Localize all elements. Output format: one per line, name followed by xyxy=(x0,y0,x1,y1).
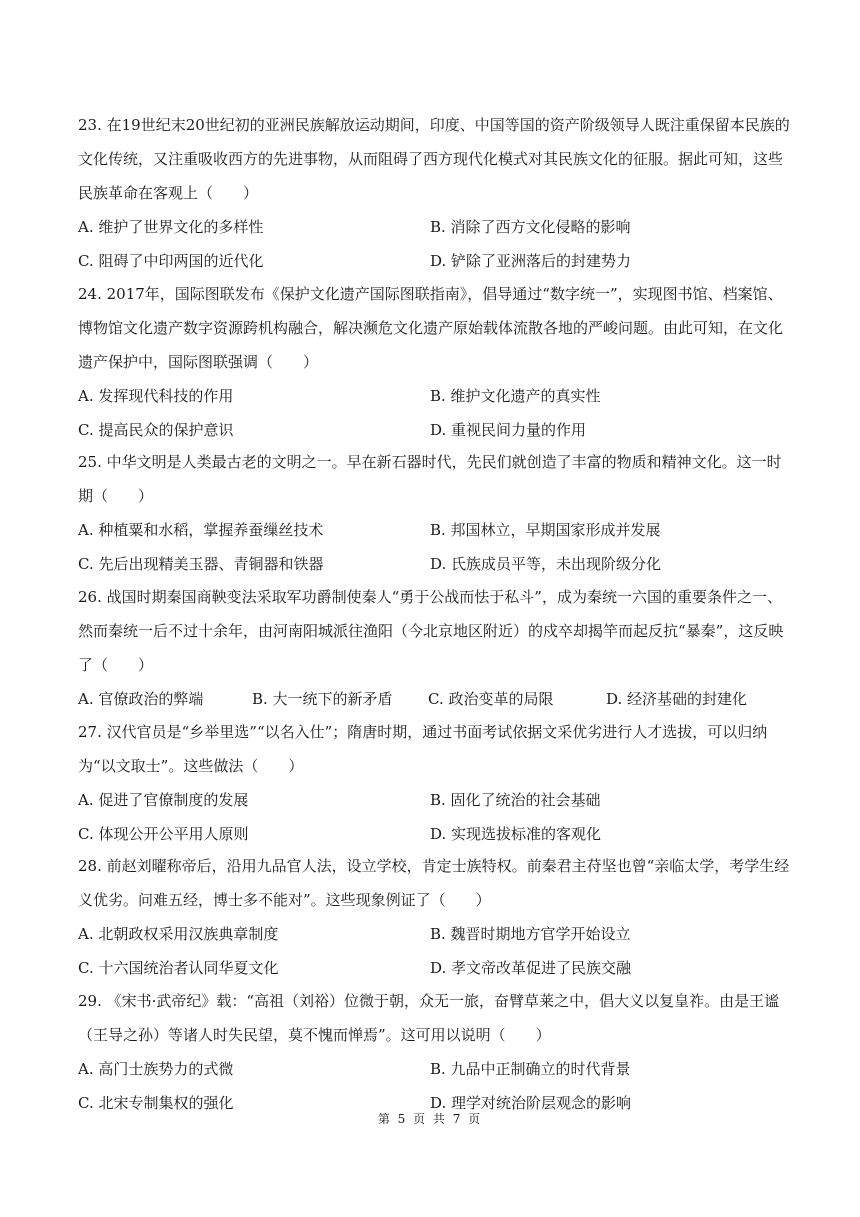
option-a[interactable]: A. 北朝政权采用汉族典章制度 xyxy=(78,925,279,943)
option-c[interactable]: C. 先后出现精美玉器、青铜器和铁器 xyxy=(78,555,324,573)
question-25 xyxy=(78,445,793,581)
question-stem: 24. 2017年，国际图联发布《保护文化遗产国际图联指南》，倡导通过“数字统一”，实现图书馆、档案馆、博物馆文化遗产数字资源跨机构融合，解决濒危文化遗产原始载体流散各地的严峻问题。由此可知，在文化遗产保护中，国际图联强调（ ） xyxy=(78,285,784,371)
option-b[interactable]: B. 固化了统治的社会基础 xyxy=(430,791,601,809)
question-23 xyxy=(78,108,793,278)
question-stem: 29. 《宋书·武帝纪》载：“高祖（刘裕）位微于朝，众无一旅，奋臂草莱之中，倡大义以复皇祚。由是王谧（王导之孙）等诸人时失民望，莫不愧而惮焉”。这可用以说明（ ） xyxy=(78,992,780,1044)
question-29 xyxy=(78,984,793,1120)
options-grid xyxy=(78,783,793,851)
question-stem: 28. 前赵刘曜称帝后，沿用九品官人法，设立学校，肯定士族特权。前秦君主苻坚也曾“亲临太学，考学生经义优劣。问难五经，博士多不能对”。这些现象例证了（ ） xyxy=(78,857,790,909)
option-d[interactable]: D. 重视民间力量的作用 xyxy=(430,421,587,439)
option-a[interactable]: A. 种植粟和水稻，掌握养蚕缫丝技术 xyxy=(78,521,324,539)
option-b[interactable]: B. 邦国林立，早期国家形成并发展 xyxy=(430,521,661,539)
option-b[interactable]: B. 消除了西方文化侵略的影响 xyxy=(430,218,631,236)
question-26 xyxy=(78,580,793,716)
question-stem: 27. 汉代官员是“乡举里选”“以名入仕”；隋唐时期，通过书面考试依据文采优劣进行人才选拔，可以归纳为“以文取士”。这些做法（ ） xyxy=(78,723,768,775)
option-a[interactable]: A. 维护了世界文化的多样性 xyxy=(78,218,264,236)
option-b[interactable]: B. 九品中正制确立的时代背景 xyxy=(430,1060,631,1078)
option-c[interactable]: C. 提高民众的保护意识 xyxy=(78,421,234,439)
options-grid xyxy=(78,513,793,581)
option-d[interactable]: D. 孝文帝改革促进了民族交融 xyxy=(430,959,632,977)
options-row xyxy=(78,682,793,716)
question-stem: 23. 在19世纪末20世纪初的亚洲民族解放运动期间，印度、中国等国的资产阶级领导人既注重保留本民族的文化传统，又注重吸收西方的先进事物，从而阻碍了西方现代化模式对其民族文化的征服。据此可知，这些民族革命在客观上（ ） xyxy=(78,116,790,202)
option-d[interactable]: D. 经济基础的封建化 xyxy=(606,690,748,708)
option-c[interactable]: C. 十六国统治者认同华夏文化 xyxy=(78,959,279,977)
page-footer: 第 5 页 共 7 页 xyxy=(377,1112,483,1126)
question-28 xyxy=(78,849,793,985)
option-b[interactable]: B. 魏晋时期地方官学开始设立 xyxy=(430,925,631,943)
option-c[interactable]: C. 北宋专制集权的强化 xyxy=(78,1094,234,1112)
question-stem: 25. 中华文明是人类最古老的文明之一。早在新石器时代，先民们就创造了丰富的物质和精神文化。这一时期（ ） xyxy=(78,453,782,505)
option-c[interactable]: C. 体现公开公平用人原则 xyxy=(78,825,249,843)
question-stem: 26. 战国时期秦国商鞅变法采取军功爵制使秦人“勇于公战而怯于私斗”，成为秦统一六国的重要条件之一、然而秦统一后不过十余年，由河南阳城派往渔阳（今北京地区附近）的戍卒却揭竿而起反抗“暴秦”，这反映了（ ） xyxy=(78,588,784,674)
question-24 xyxy=(78,277,793,447)
option-d[interactable]: D. 铲除了亚洲落后的封建势力 xyxy=(430,252,632,270)
option-d[interactable]: D. 氏族成员平等，未出现阶级分化 xyxy=(430,555,662,573)
option-d[interactable]: D. 实现选拔标准的客观化 xyxy=(430,825,602,843)
option-a[interactable]: A. 高门士族势力的式微 xyxy=(78,1060,234,1078)
option-a[interactable]: A. 发挥现代科技的作用 xyxy=(78,387,234,405)
question-27 xyxy=(78,715,793,851)
option-b[interactable]: B. 维护文化遗产的真实性 xyxy=(430,387,601,405)
options-grid xyxy=(78,917,793,985)
option-a[interactable]: A. 促进了官僚制度的发展 xyxy=(78,791,249,809)
option-b[interactable]: B. 大一统下的新矛盾 xyxy=(252,690,393,708)
options-grid xyxy=(78,210,793,278)
options-grid xyxy=(78,379,793,447)
option-d[interactable]: D. 理学对统治阶层观念的影响 xyxy=(430,1094,632,1112)
option-c[interactable]: C. 阻碍了中印两国的近代化 xyxy=(78,252,264,270)
option-a[interactable]: A. 官僚政治的弊端 xyxy=(78,690,204,708)
option-c[interactable]: C. 政治变革的局限 xyxy=(428,690,554,708)
